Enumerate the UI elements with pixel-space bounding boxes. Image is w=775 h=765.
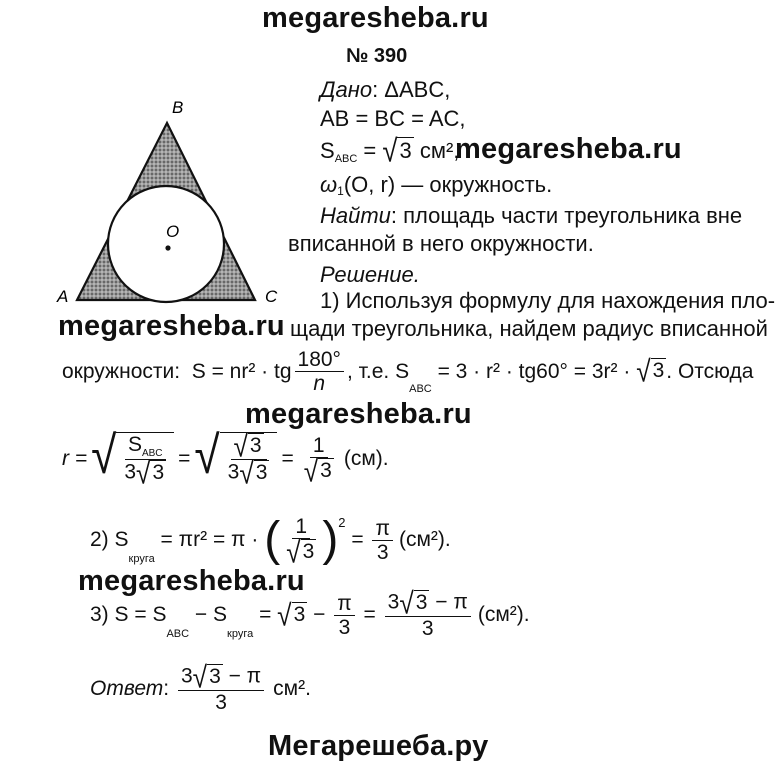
- vertex-c-label: C: [265, 287, 278, 306]
- answer-line: [90, 659, 311, 715]
- circle-omega: ω: [320, 172, 338, 197]
- area-unit: см²,: [413, 137, 460, 163]
- step2-prefix: 2) S: [90, 528, 129, 552]
- step3-result: 3 √ 3 − π 3: [385, 590, 471, 640]
- answer-unit: см².: [273, 677, 311, 701]
- circle-sub: 1: [337, 184, 344, 198]
- inscribed-circle: [108, 186, 224, 302]
- solution-label: Решение.: [320, 262, 420, 287]
- formula-s: S = nr² · tg: [191, 359, 292, 383]
- r-eq: r =: [62, 447, 88, 471]
- center-label: O: [166, 222, 180, 241]
- r-eq2: =: [178, 447, 191, 471]
- given-label: Дано: [320, 77, 373, 102]
- find-label: Найти: [320, 203, 391, 228]
- given-area: [320, 132, 460, 169]
- step2-pow: 2: [338, 515, 346, 530]
- find-line1: [320, 203, 742, 229]
- area-sqrt: √ 3: [382, 132, 412, 169]
- formula-mid: , т.е. S: [346, 359, 410, 383]
- area-s: S: [320, 137, 335, 163]
- vertex-a-label: A: [57, 287, 69, 306]
- problem-number: № 390: [346, 45, 408, 67]
- answer-label: Ответ: [90, 677, 164, 701]
- watermark-top: megaresheba.ru: [262, 2, 489, 34]
- step2-eq: =: [345, 528, 370, 552]
- watermark-middle: megaresheba.ru: [245, 398, 472, 430]
- r-result: 1 √ 3: [303, 434, 332, 489]
- area-sub: ABC: [334, 152, 358, 165]
- vertex-b-label: B: [172, 98, 184, 117]
- step1-text: окружности:: [62, 359, 181, 383]
- step2-result: $\frac{\pi}{3}$: [372, 517, 393, 564]
- step1-formula: [62, 348, 753, 395]
- watermark-lower: megaresheba.ru: [78, 565, 305, 597]
- step3-eq2: =: [357, 603, 382, 627]
- watermark-given: megaresheba.ru: [455, 133, 682, 165]
- given-line-triangle: [320, 77, 450, 103]
- step2-paren-open: (: [264, 513, 281, 567]
- formula-frac: $\frac{180^\circ}{n}$: [295, 348, 344, 395]
- find-text-1: : площадь части треугольника вне: [390, 203, 743, 228]
- step2-sub: круга: [128, 553, 155, 566]
- formula-rest: = 3 · r² · tg60° = 3r² ·: [431, 359, 637, 383]
- find-line2: вписанной в него окружности.: [288, 231, 594, 256]
- step1-line1: 1) Используя формулу для нахождения пло-: [320, 288, 775, 313]
- given-triangle: : ΔABC,: [372, 77, 451, 102]
- step2-unit: (см²).: [398, 528, 451, 552]
- step2-frac: 1 √ 3: [286, 515, 315, 570]
- radius-formula: [62, 424, 389, 491]
- step3-sub2: круга: [227, 628, 254, 641]
- step2-mid: = πr² = π ·: [154, 528, 265, 552]
- step3-sub1: ABC: [166, 628, 190, 641]
- answer-frac: 3 √ 3 − π 3: [178, 664, 264, 714]
- step3-minus: − S: [189, 603, 228, 627]
- step3-mid: −: [307, 603, 332, 627]
- watermark-left: megaresheba.ru: [58, 310, 285, 342]
- formula-sqrt: √ 3: [636, 354, 665, 389]
- r-sqrt-2: √ √ 3 3 √ 3: [194, 432, 277, 487]
- formula-sub: ABC: [409, 383, 432, 396]
- step3-unit: (см²).: [477, 603, 530, 627]
- step3-sqrt: √ 3: [277, 597, 306, 633]
- answer-colon: :: [163, 677, 170, 701]
- formula-end: . Отсюда: [666, 359, 754, 383]
- step3-eq: =: [253, 603, 278, 627]
- circle-rest: (O, r) — окружность.: [343, 172, 553, 197]
- center-point: [165, 245, 170, 250]
- triangle-figure: [55, 98, 295, 315]
- r-unit: (см).: [343, 447, 389, 471]
- step3-pi-frac: $\frac{\pi}{3}$: [334, 592, 355, 639]
- step3-prefix: 3) S = S: [90, 603, 167, 627]
- step3-formula: [90, 585, 530, 641]
- step2-formula: [90, 513, 451, 570]
- step1-line2: щади треугольника, найдем радиус вписанной: [290, 316, 768, 341]
- watermark-bottom: Мегарешеба.ру: [268, 730, 489, 762]
- step2-paren-close: ): [322, 513, 339, 567]
- given-equal-sides: AB = BC = AC,: [320, 106, 466, 131]
- r-eq3: =: [281, 447, 294, 471]
- r-sqrt-1: √ $S_{ABC}$ 3 √ 3: [91, 432, 174, 486]
- given-circle: [320, 172, 552, 198]
- area-eq: =: [357, 137, 383, 163]
